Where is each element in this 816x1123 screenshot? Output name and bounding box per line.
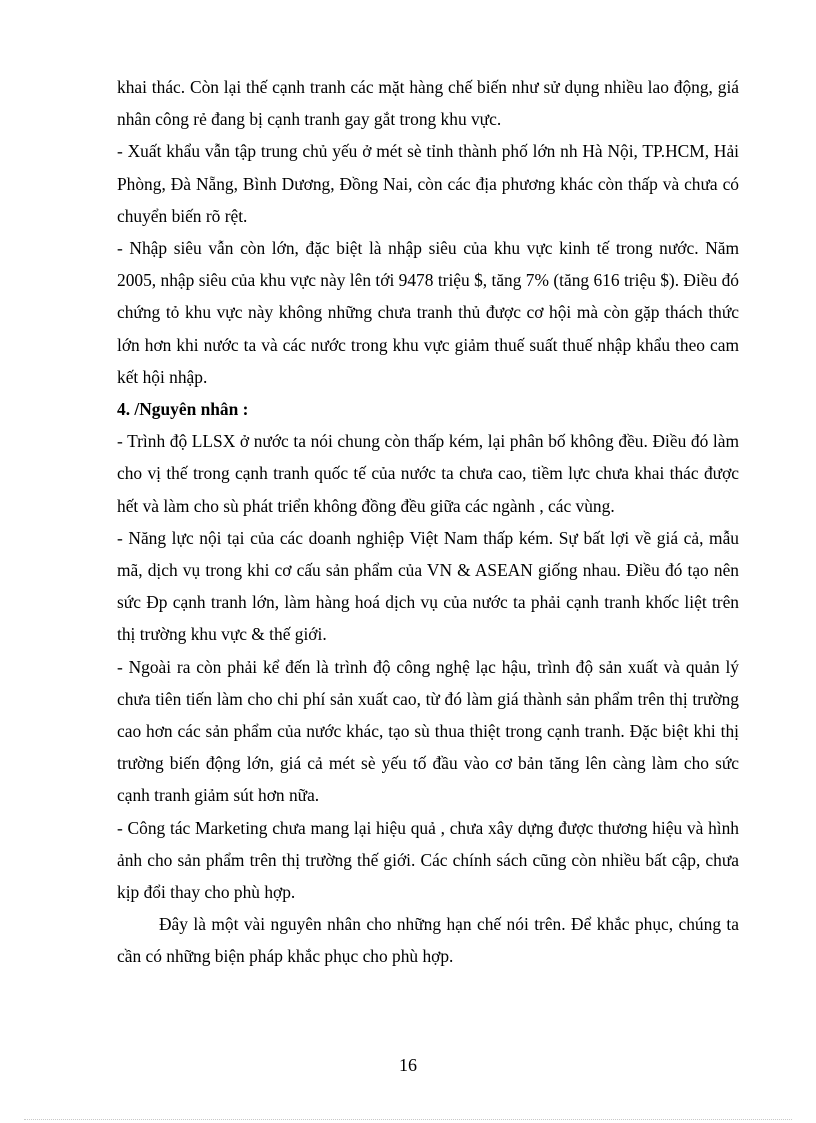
paragraph-technology: - Ngoài ra còn phải kể đến là trình độ công nghệ lạc hậu, trình độ sản xuất và quản lý chưa tiên tiến làm cho chi phí sản xuất cao, từ đó làm giá thành sản phẩm trên thị trường cao hơn các sản phẩm của nước khác, tạo sù thua thiệt trong cạnh tranh. Đặc biệt khi thị trường biến động lớn, giá cả mét sè yếu tố đầu vào cơ bản tăng lên càng làm cho sức cạnh tranh giảm sút hơn nữa. xyxy=(117,656,739,806)
page-number: 16 xyxy=(399,1055,417,1075)
paragraph-export-concentration: - Xuất khẩu vẫn tập trung chủ yếu ở mét sè tỉnh thành phố lớn nh Hà Nội, TP.HCM, Hải Phòng, Đà Nẵng, Bình Dương, Đồng Nai, còn các địa phương khác còn thấp và chưa có chuyển biến rõ rệt. xyxy=(117,141,739,226)
paragraph-trade-deficit: - Nhập siêu vẫn còn lớn, đặc biệt là nhập siêu của khu vực kinh tế trong nước. Năm 2005, nhập siêu của khu vực này lên tới 9478 triệu $, tăng 7% (tăng 616 triệu $). Điều đó chứng tỏ khu vực này không những chưa tranh thủ được cơ hội mà còn gặp thách thức lớn hơn khi nước ta và các nước trong khu vực giảm thuế suất thuế nhập khẩu theo cam kết hội nhập. xyxy=(117,238,739,387)
paragraph-enterprise-capacity: - Năng lực nội tại của các doanh nghiệp Việt Nam thấp kém. Sự bất lợi về giá cả, mẫu mã, dịch vụ trong khi cơ cấu sản phẩm của VN & ASEAN giống nhau. Điều đó tạo nên sức Đp cạnh tranh lớn, làm hàng hoá dịch vụ của nước ta phải cạnh tranh khốc liệt trên thị trường khu vực & thế giới. xyxy=(117,527,739,645)
paragraph-productive-forces: - Trình độ LLSX ở nước ta nói chung còn thấp kém, lại phân bố không đều. Điều đó làm cho vị thế trong cạnh tranh quốc tế của nước ta chưa cao, tiềm lực chưa khai thác được hết và làm cho sù phát triển không đồng đều giữa các ngành , các vùng. xyxy=(117,431,739,516)
paragraph-exploitation: khai thác. Còn lại thế cạnh tranh các mặt hàng chế biến như sử dụng nhiều lao động, giá nhân công rẻ đang bị cạnh tranh gay gắt trong khu vực. xyxy=(117,77,739,130)
paragraph-conclusion: Đây là một vài nguyên nhân cho những hạn chế nói trên. Để khắc phục, chúng ta cần có những biện pháp khắc phục cho phù hợp. xyxy=(117,914,739,967)
paragraph-marketing: - Công tác Marketing chưa mang lại hiệu quả , chưa xây dựng được thương hiệu và hình ảnh cho sản phẩm trên thị trường thế giới. Các chính sách cũng còn nhiều bất cập, chưa kịp đổi thay cho phù hợp. xyxy=(117,817,739,903)
section-heading-causes: 4. /Nguyên nhân : xyxy=(117,399,249,420)
page-bottom-divider xyxy=(24,1119,792,1120)
page-body xyxy=(117,71,739,973)
